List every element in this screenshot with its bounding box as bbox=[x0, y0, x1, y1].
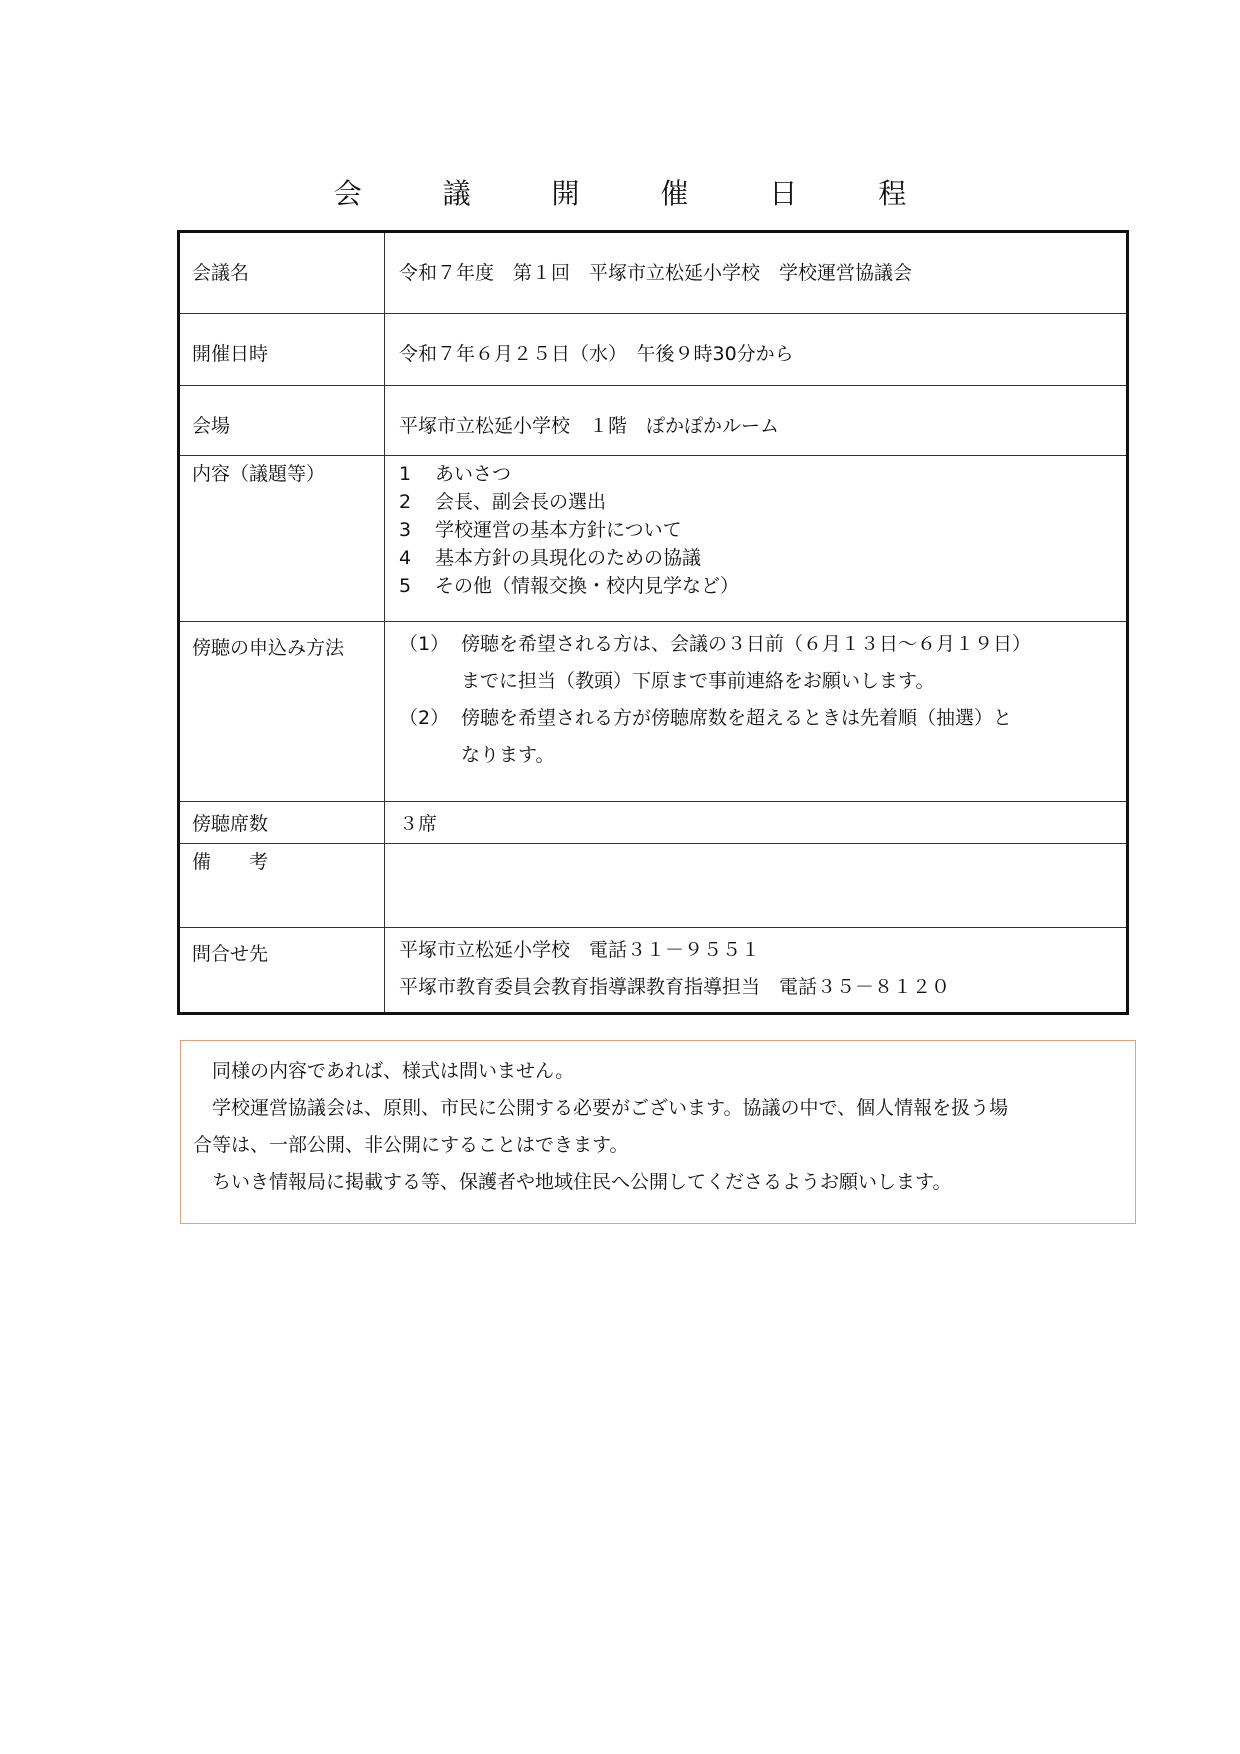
list-item: 1 あいさつ bbox=[399, 463, 512, 485]
row-seats bbox=[179, 802, 1128, 844]
application-method-list: （1） 傍聴を希望される方は、会議の３日前（６月１３日～６月１９日） までに担当（教頭）下原まで事前連絡をお願いします。 （2） 傍聴を希望される方が傍聴席数を超えるときは先着順（抽選）と なります。 bbox=[385, 622, 1128, 802]
label-seats: 傍聴席数 bbox=[179, 802, 385, 844]
agenda-list bbox=[385, 456, 1128, 622]
label-remarks: 備 考 bbox=[179, 844, 385, 928]
note-box bbox=[180, 1040, 1136, 1224]
note-line: ちいき情報局に掲載する等、保護者や地域住民へ公開してくださるようお願いします。 bbox=[212, 1171, 952, 1193]
page-title: 会 議 開 催 日 程 bbox=[333, 177, 943, 210]
row-contact bbox=[179, 928, 1128, 1014]
row-datetime bbox=[179, 314, 1128, 386]
value-datetime: 令和７年６月２５日（水） 午後９時30分から bbox=[385, 314, 1128, 386]
contact-school-phone: 平塚市立松延小学校 電話３１－９５５１ bbox=[399, 939, 761, 961]
label-contact: 問合せ先 bbox=[179, 928, 385, 1014]
value-remarks bbox=[385, 844, 1128, 928]
meeting-schedule-table bbox=[177, 230, 1129, 1015]
row-application-method bbox=[179, 622, 1128, 802]
row-remarks bbox=[179, 844, 1128, 928]
row-agenda bbox=[179, 456, 1128, 622]
note-line: 合等は、一部公開、非公開にすることはできます。 bbox=[193, 1134, 629, 1156]
list-item: 5 その他（情報交換・校内見学など） bbox=[399, 575, 740, 597]
note-line: 学校運営協議会は、原則、市民に公開する必要がございます。協議の中で、個人情報を扱う場 bbox=[212, 1097, 1009, 1119]
value-seats: ３席 bbox=[385, 802, 1128, 844]
value-venue: 平塚市立松延小学校 １階 ぽかぽかルーム bbox=[385, 386, 1128, 456]
label-agenda: 内容（議題等） bbox=[179, 456, 385, 622]
label-meeting-name: 会議名 bbox=[179, 232, 385, 314]
contact-board-phone: 平塚市教育委員会教育指導課教育指導担当 電話３５－８１２０ bbox=[399, 976, 951, 998]
list-item: （1） 傍聴を希望される方は、会議の３日前（６月１３日～６月１９日） bbox=[399, 633, 1032, 655]
value-meeting-name: 令和７年度 第１回 平塚市立松延小学校 学校運営協議会 bbox=[385, 232, 1128, 314]
row-venue bbox=[179, 386, 1128, 456]
value-contact bbox=[385, 928, 1128, 1014]
list-item: （2） 傍聴を希望される方が傍聴席数を超えるときは先着順（抽選）と bbox=[399, 707, 1013, 729]
label-application-method: 傍聴の申込み方法 bbox=[179, 622, 385, 802]
note-line: 同様の内容であれば、様式は問いません。 bbox=[212, 1060, 575, 1082]
list-item: 3 学校運営の基本方針について bbox=[399, 519, 682, 541]
row-meeting-name bbox=[179, 232, 1128, 314]
label-venue: 会場 bbox=[179, 386, 385, 456]
label-datetime: 開催日時 bbox=[179, 314, 385, 386]
list-item: 4 基本方針の具現化のための協議 bbox=[399, 547, 702, 569]
list-item: 2 会長、副会長の選出 bbox=[399, 491, 607, 513]
